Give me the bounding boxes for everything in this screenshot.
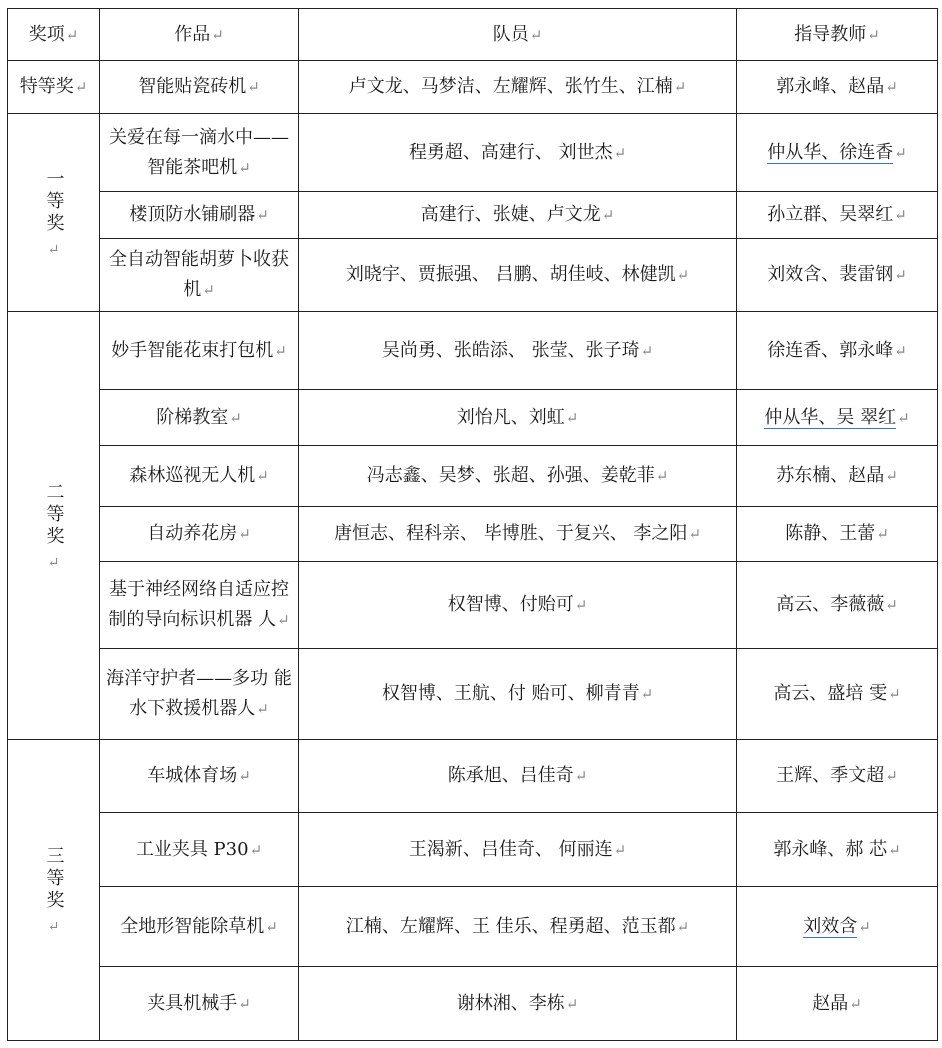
- header-award-text: 奖项: [28, 23, 65, 45]
- members-cell: 程勇超、高建行、 刘世杰↵: [299, 114, 737, 192]
- table-row: [8, 192, 938, 239]
- work-cell: 全自动智能胡萝卜收获机↵: [100, 239, 299, 312]
- work-cell: 阶梯教室↵: [100, 390, 299, 446]
- award-cell-third: 三等奖 ↵: [8, 740, 100, 1041]
- work-cell: 全地形智能除草机↵: [100, 887, 299, 967]
- table-row: [8, 740, 938, 813]
- work-cell: 海洋守护者——多功 能水下救援机器人↵: [100, 649, 299, 740]
- header-teachers-text: 指导教师: [794, 23, 867, 45]
- work-cell: 妙手智能花束打包机↵: [100, 312, 299, 390]
- award-cell-first: 一等奖 ↵: [8, 114, 100, 312]
- header-row: [8, 9, 938, 61]
- teachers-cell: 郭永峰、赵晶↵: [737, 61, 938, 114]
- table-row: [8, 967, 938, 1041]
- teachers-cell: 仲从华、吴 翠红↵: [737, 390, 938, 446]
- table-row: [8, 507, 938, 562]
- teachers-cell: 高云、李薇薇↵: [737, 562, 938, 649]
- header-members-text: 队员: [492, 23, 529, 45]
- header-teachers: 指导教师↵: [737, 9, 938, 61]
- teachers-cell: 徐连香、郭永峰↵: [737, 312, 938, 390]
- work-cell: 夹具机械手↵: [100, 967, 299, 1041]
- work-cell: 楼顶防水铺刷器↵: [100, 192, 299, 239]
- members-cell: 谢林湘、李栋↵: [299, 967, 737, 1041]
- members-cell: 吴尚勇、张皓添、 张莹、张子琦↵: [299, 312, 737, 390]
- work-cell: 基于神经网络自适应控制的导向标识机器 人↵: [100, 562, 299, 649]
- table-row: [8, 562, 938, 649]
- award-cell-special: 特等奖↵: [8, 61, 100, 114]
- members-cell: 唐恒志、程科亲、 毕博胜、于复兴、 李之阳↵: [299, 507, 737, 562]
- header-work-text: 作品: [174, 23, 211, 45]
- members-cell: 冯志鑫、吴梦、张超、孙强、姜乾菲↵: [299, 446, 737, 507]
- teachers-cell: 苏东楠、赵晶↵: [737, 446, 938, 507]
- table-row: [8, 390, 938, 446]
- members-cell: 权智博、付贻可↵: [299, 562, 737, 649]
- table-row: [8, 813, 938, 887]
- teachers-cell: 王辉、季文超↵: [737, 740, 938, 813]
- header-award: 奖项↵: [8, 9, 100, 61]
- header-work: 作品↵: [100, 9, 299, 61]
- members-cell: 卢文龙、马梦洁、左耀辉、张竹生、江楠↵: [299, 61, 737, 114]
- teachers-cell: 高云、盛培 雯↵: [737, 649, 938, 740]
- members-cell: 江楠、左耀辉、王 佳乐、程勇超、范玉都↵: [299, 887, 737, 967]
- teachers-cell: 郭永峰、郝 芯↵: [737, 813, 938, 887]
- awards-table: [7, 8, 938, 1041]
- award-cell-second: 二等奖 ↵: [8, 312, 100, 740]
- members-cell: 刘晓宇、贾振强、 吕鹏、胡佳岐、林健凯↵: [299, 239, 737, 312]
- teachers-cell: 孙立群、吴翠红↵: [737, 192, 938, 239]
- header-members: 队员↵: [299, 9, 737, 61]
- teachers-cell: 刘效含、裴雷钢↵: [737, 239, 938, 312]
- work-cell: 工业夹具 P30↵: [100, 813, 299, 887]
- work-cell: 关爱在每一滴水中——智能茶吧机↵: [100, 114, 299, 192]
- table-row: [8, 61, 938, 114]
- members-cell: 权智博、王航、付 贻可、柳青青↵: [299, 649, 737, 740]
- work-cell: 自动养花房↵: [100, 507, 299, 562]
- members-cell: 陈承旭、吕佳奇↵: [299, 740, 737, 813]
- work-cell: 森林巡视无人机↵: [100, 446, 299, 507]
- work-cell: 智能贴瓷砖机↵: [100, 61, 299, 114]
- teachers-cell: 刘效含↵: [737, 887, 938, 967]
- table-row: [8, 114, 938, 192]
- table-row: [8, 887, 938, 967]
- teachers-cell: 陈静、王蕾↵: [737, 507, 938, 562]
- table-row: [8, 446, 938, 507]
- table-row: [8, 649, 938, 740]
- teachers-cell: 仲从华、徐连香↵: [737, 114, 938, 192]
- table-row: [8, 312, 938, 390]
- members-cell: 高建行、张婕、卢文龙↵: [299, 192, 737, 239]
- members-cell: 刘怡凡、刘虹↵: [299, 390, 737, 446]
- work-cell: 车城体育场↵: [100, 740, 299, 813]
- members-cell: 王渴新、吕佳奇、 何丽连↵: [299, 813, 737, 887]
- teachers-cell: 赵晶↵: [737, 967, 938, 1041]
- table-row: [8, 239, 938, 312]
